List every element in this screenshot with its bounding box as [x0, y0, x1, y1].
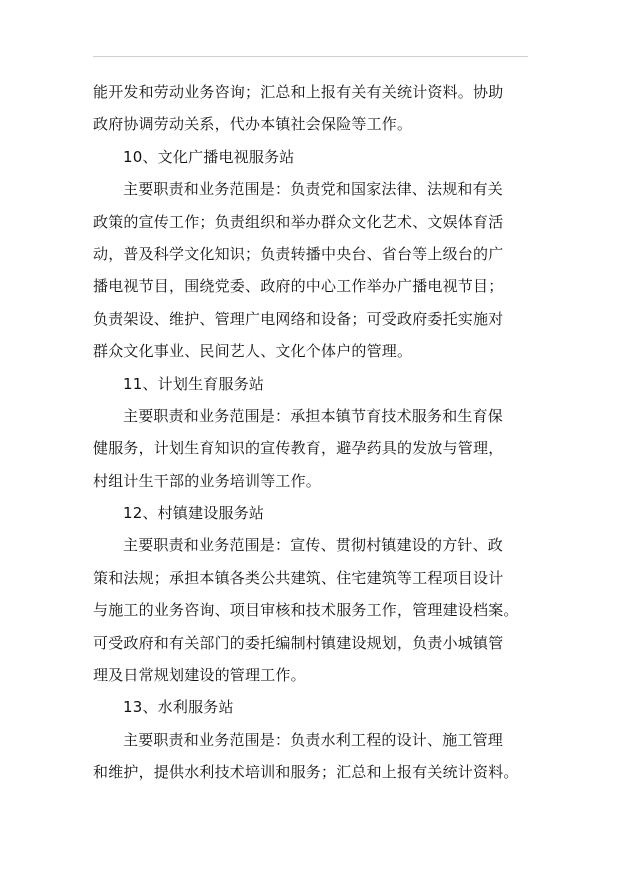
text-line: 负责架设、维护、管理广电网络和设备；可受政府委托实施对 — [93, 309, 504, 328]
section-heading-13: 13、水利服务站 — [123, 698, 234, 717]
text-line: 策和法规；承担本镇各类公共建筑、住宅建筑等工程项目设计 — [93, 568, 504, 587]
text-line: 主要职责和业务范围是：承担本镇节育技术服务和生育保 — [123, 406, 504, 425]
document-body — [93, 76, 533, 789]
text-line: 主要职责和业务范围是：负责水利工程的设计、施工管理 — [123, 730, 504, 749]
text-line: 播电视节目，围绕党委、政府的中心工作举办广播电视节目； — [93, 277, 504, 296]
section-heading-12: 12、村镇建设服务站 — [123, 504, 265, 523]
text-line: 与施工的业务咨询、项目审核和技术服务工作，管理建设档案。 — [93, 601, 519, 620]
text-line: 健服务，计划生育知识的宣传教育，避孕药具的发放与管理， — [93, 439, 504, 458]
text-line: 政府协调劳动关系，代办本镇社会保险等工作。 — [93, 115, 413, 134]
text-line: 能开发和劳动业务咨询；汇总和上报有关有关统计资料。协助 — [93, 83, 504, 101]
text-line: 主要职责和业务范围是：宣传、贯彻村镇建设的方针、政 — [123, 536, 504, 555]
header-divider — [93, 56, 528, 57]
text-line: 主要职责和业务范围是：负责党和国家法律、法规和有关 — [123, 180, 504, 199]
text-line: 村组计生干部的业务培训等工作。 — [93, 471, 322, 490]
text-line: 可受政府和有关部门的委托编制村镇建设规划，负责小城镇管 — [93, 633, 504, 652]
text-line: 和维护，提供水利技术培训和服务；汇总和上报有关统计资料。 — [93, 763, 519, 782]
text-line: 群众文化事业、民间艺人、文化个体户的管理。 — [93, 342, 413, 361]
text-line: 动，普及科学文化知识；负责转播中央台、省台等上级台的广 — [93, 244, 504, 263]
section-heading-10: 10、文化广播电视服务站 — [123, 147, 295, 166]
section-heading-11: 11、计划生育服务站 — [123, 374, 265, 393]
text-line: 理及日常规划建设的管理工作。 — [93, 666, 306, 685]
text-line: 政策的宣传工作；负责组织和举办群众文化艺术、文娱体育活 — [93, 212, 504, 231]
